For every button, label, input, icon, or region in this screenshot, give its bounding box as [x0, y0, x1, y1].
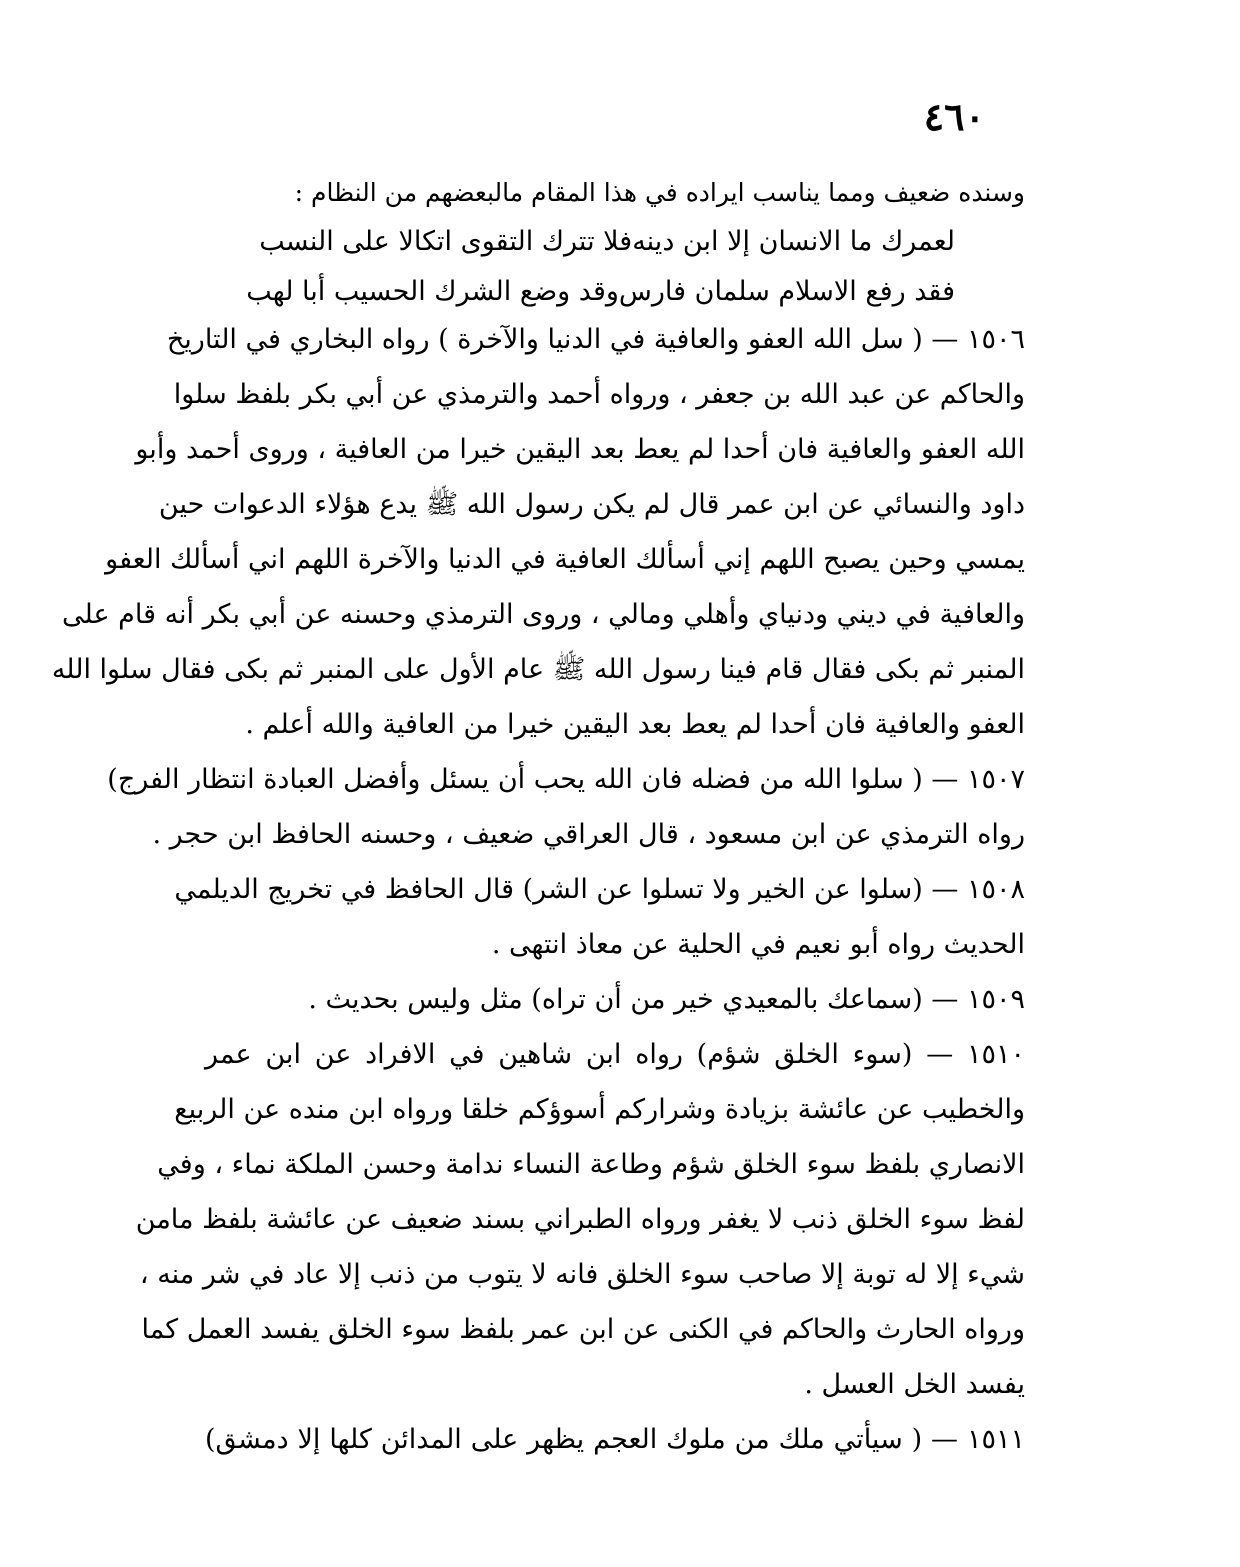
entry-1506 — [51, 324, 1025, 766]
text-line: يفسد الخل العسل . — [804, 1369, 1025, 1400]
poem-verse-1 — [205, 226, 1025, 276]
entry-1507 — [107, 764, 1025, 876]
text-line: ١٥١٠ — (سوء الخلق شؤم) رواه ابن شاهين في الافراد عن ابن عمر — [205, 1039, 1025, 1070]
text-line: العفو والعافية فان أحدا لم يعط بعد اليقين خيرا من العافية والله أعلم . — [245, 709, 1025, 740]
text-line: ورواه الحارث والحاكم في الكنى عن ابن عمر بلفظ سوء الخلق يفسد العمل كما — [141, 1314, 1025, 1345]
text-line: الحديث رواه أبو نعيم في الحلية عن معاذ انتهى . — [491, 929, 1025, 960]
text-line: ١٥٠٧ — ( سلوا الله من فضله فان الله يحب أن يسئل وأفضل العبادة انتظار الفرج) — [107, 764, 1025, 795]
poem-verse-2 — [205, 276, 1025, 326]
entry-1510 — [135, 1039, 1025, 1426]
entry-1511 — [205, 1426, 1025, 1481]
entry-1508 — [174, 874, 1025, 986]
text-line: والعافية في ديني ودنياي وأهلي ومالي ، وروى الترمذي وحسنه عن أبي بكر أنه قام على — [62, 599, 1025, 630]
text-line: والحاكم عن عبد الله بن جعفر ، ورواه أحمد والترمذي عن أبي بكر بلفظ سلوا — [173, 379, 1025, 410]
verse-1-second-hemistich: فلا تترك التقوى اتكالا على النسب — [259, 226, 633, 257]
text-line: ١٥٠٦ — ( سل الله العفو والعافية في الدنيا والآخرة ) رواه البخاري في التاريخ — [166, 324, 1025, 355]
text-line: ١٥٠٨ — (سلوا عن الخير ولا تسلوا عن الشر) قال الحافظ في تخريج الديلمي — [174, 874, 1025, 905]
text-line: لفظ سوء الخلق ذنب لا يغفر ورواه الطبراني بسند ضعيف عن عائشة بلفظ مامن — [135, 1204, 1025, 1235]
text-line: ١٥١١ — ( سيأتي ملك من ملوك العجم يظهر على المدائن كلها إلا دمشق) — [205, 1424, 1025, 1455]
text-line: شيء إلا له توبة إلا صاحب سوء الخلق فانه لا يتوب من ذنب إلا عاد في شر منه ، — [139, 1259, 1025, 1290]
text-line: الله العفو والعافية فان أحدا لم يعط بعد اليقين خيرا من العافية ، وروى أحمد وأبو — [135, 434, 1025, 465]
entry-1509 — [205, 986, 1025, 1041]
text-line: يمسي وحين يصبح اللهم إني أسألك العافية في الدنيا والآخرة اللهم اني أسألك العفو — [105, 544, 1025, 575]
text-line: الانصاري بلفظ سوء الخلق شؤم وطاعة النساء ندامة وحسن الملكة نماء ، وفي — [157, 1149, 1025, 1180]
verse-2-second-hemistich: وقد وضع الشرك الحسيب أبا لهب — [246, 276, 619, 307]
text-line: ١٥٠٩ — (سماعك بالمعيدي خير من أن تراه) مثل وليس بحديث . — [308, 984, 1025, 1015]
page-number: ٤٦٠ — [923, 94, 985, 139]
verse-1-first-hemistich: لعمرك ما الانسان إلا ابن دينه — [632, 226, 955, 257]
text-line: المنبر ثم بكى فقال قام فينا رسول الله ﷺ عام الأول على المنبر ثم بكى فقال سلوا الله — [51, 654, 1025, 685]
text-line: والخطيب عن عائشة بزيادة وشراركم أسوؤكم خلقا ورواه ابن منده عن الربيع — [174, 1094, 1025, 1125]
text-body — [51, 178, 1025, 1481]
intro-line: وسنده ضعيف ومما يناسب ايراده في هذا المقام مالبعضهم من النظام : — [294, 178, 1025, 207]
text-line: داود والنسائي عن ابن عمر قال لم يكن رسول الله ﷺ يدع هؤلاء الدعوات حين — [158, 489, 1025, 520]
verse-2-first-hemistich: فقد رفع الاسلام سلمان فارس — [618, 276, 955, 307]
text-line: رواه الترمذي عن ابن مسعود ، قال العراقي ضعيف ، وحسنه الحافظ ابن حجر . — [152, 819, 1025, 850]
